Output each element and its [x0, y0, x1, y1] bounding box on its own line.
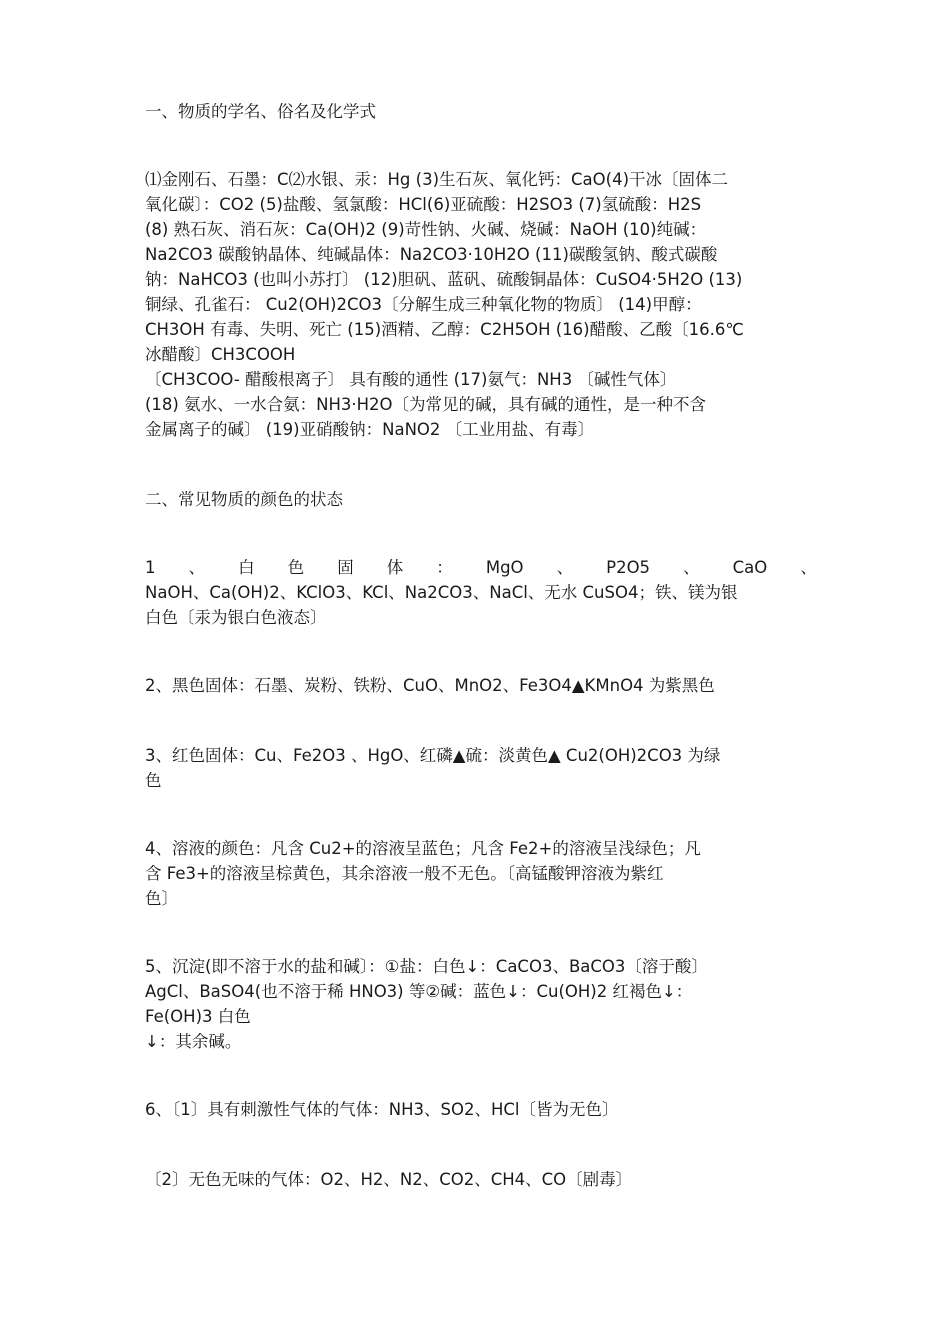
- section1-title: 一、物质的学名、俗名及化学式: [145, 102, 376, 121]
- section2-item3: [145, 743, 817, 793]
- section1-line: CH3OH 有毒、失明、死亡 (15)酒精、乙醇：C2H5OH (16)醋酸、乙酸〔16.6℃: [145, 320, 744, 339]
- section2-item6-2: 〔2〕无色无味的气体：O2、H2、N2、CO2、CH4、CO〔剧毒〕: [145, 1170, 633, 1189]
- item5-line: ↓：其余碱。: [145, 1032, 242, 1051]
- section1-line: 金属离子的碱〕 (19)亚硝酸钠：NaNO2 〔工业用盐、有毒〕: [145, 420, 595, 439]
- item5-line: Fe(OH)3 白色: [145, 1007, 251, 1026]
- item1-line: NaOH、Ca(OH)2、KClO3、KCl、Na2CO3、NaCl、无水 CuSO4；铁、镁为银: [145, 583, 738, 602]
- item5-line: 5、沉淀(即不溶于水的盐和碱〕：①盐：白色↓：CaCO3、BaCO3〔溶于酸〕: [145, 957, 708, 976]
- word: 色: [287, 558, 305, 577]
- section2-item6-1: 6、〔1〕具有刺激性气体的气体：NH3、SO2、HCl〔皆为无色〕: [145, 1100, 619, 1119]
- section2-item2: 2、黑色固体：石墨、炭粉、铁粉、CuO、MnO2、Fe3O4▲KMnO4 为紫黑色: [145, 676, 715, 695]
- section1-line: (8) 熟石灰、消石灰：Ca(OH)2 (9)苛性钠、火碱、烧碱：NaOH (10)纯碱：: [145, 220, 707, 239]
- section2-item5: [145, 954, 817, 1054]
- section1-body: [145, 167, 817, 442]
- item1-first-line: [145, 555, 817, 580]
- word: ：: [436, 558, 453, 577]
- section1-line: 氧化碳〕：CO2 (5)盐酸、氢氯酸：HCl(6)亚硫酸：H2SO3 (7)氢硫酸：H2S: [145, 195, 702, 214]
- word: 、: [800, 558, 817, 577]
- section2-item1: [145, 555, 817, 630]
- section1-line: 铜绿、孔雀石： Cu2(OH)2CO3〔分解生成三种氧化物的物质〕 (14)甲醇：: [145, 295, 702, 314]
- item3-line: 色: [145, 771, 162, 790]
- word: 固: [337, 558, 354, 577]
- section1-line: Na2CO3 碳酸钠晶体、纯碱晶体：Na2CO3·10H2O (11)碳酸氢钠、酸式碳酸: [145, 245, 718, 264]
- section2-item4: [145, 836, 817, 911]
- word: 、: [556, 558, 574, 577]
- word: 白: [238, 558, 255, 577]
- word: CaO: [732, 558, 768, 577]
- word: 、: [188, 558, 206, 577]
- item1-line: 白色〔汞为银白色液态〕: [145, 608, 327, 627]
- item4-line: 4、溶液的颜色：凡含 Cu2+的溶液呈蓝色；凡含 Fe2+的溶液呈浅绿色；凡: [145, 839, 701, 858]
- section1-line: 冰醋酸〕CH3COOH: [145, 345, 296, 364]
- section1-line: 钠：NaHCO3 (也叫小苏打〕 (12)胆矾、蓝矾、硫酸铜晶体：CuSO4·5H2O (13): [145, 270, 743, 289]
- item5-line: AgCl、BaSO4(也不溶于稀 HNO3) 等②碱：蓝色↓：Cu(OH)2 红褐色↓：: [145, 982, 693, 1001]
- item3-line: 3、红色固体：Cu、Fe2O3 、HgO、红磷▲硫：淡黄色▲ Cu2(OH)2CO3 为绿: [145, 746, 721, 765]
- word: 、: [683, 558, 700, 577]
- section1-line: (18) 氨水、一水合氨：NH3·H2O〔为常见的碱，具有碱的通性，是一种不含: [145, 395, 706, 414]
- section2-title: 二、常见物质的颜色的状态: [145, 490, 343, 509]
- section1-line: 〔CH3COO- 醋酸根离子〕 具有酸的通性 (17)氨气：NH3 〔碱性气体〕: [145, 370, 677, 389]
- item4-line: 含 Fe3+的溶液呈棕黄色，其余溶液一般不无色。〔高锰酸钾溶液为紫红: [145, 864, 664, 883]
- word: P2O5: [606, 558, 651, 577]
- word: MgO: [485, 558, 524, 577]
- word: 体: [386, 558, 404, 577]
- section1-line: ⑴金刚石、石墨：C⑵水银、汞：Hg (3)生石灰、氧化钙：CaO(4)干冰〔固体二: [145, 170, 729, 189]
- word: 1: [145, 558, 156, 577]
- item4-line: 色〕: [145, 889, 178, 908]
